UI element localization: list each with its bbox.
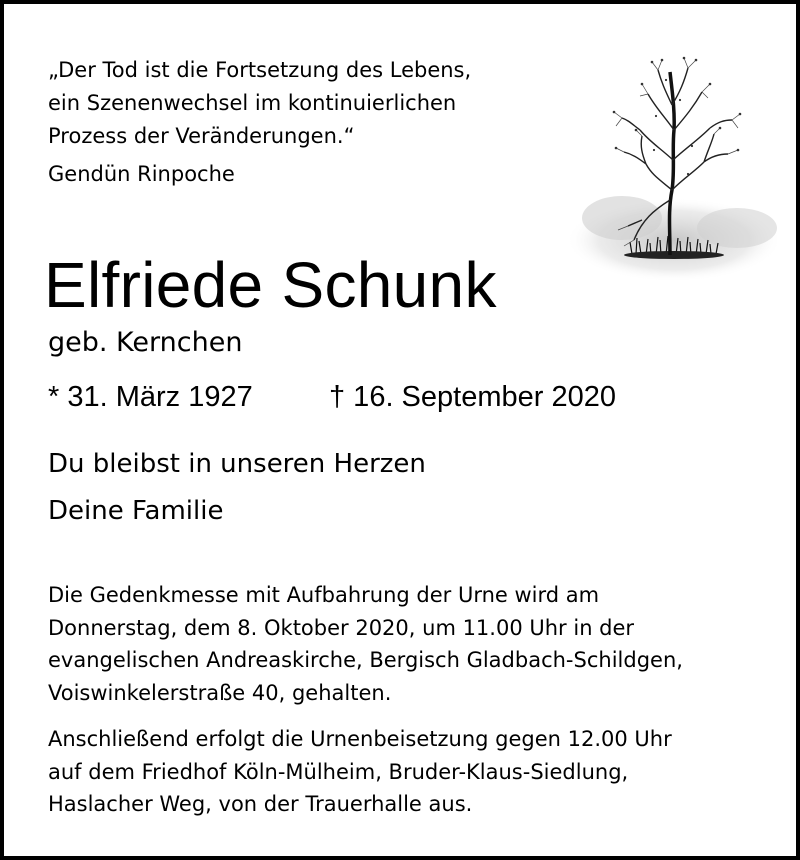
birth-date: * 31. März 1927 <box>48 381 253 413</box>
burial-paragraph <box>48 723 672 821</box>
burial-line: Haslacher Weg, von der Trauerhalle aus. <box>48 792 473 816</box>
service-line: evangelischen Andreaskirche, Bergisch Gladbach-Schildgen, <box>48 648 683 672</box>
quote-line: ein Szenenwechsel im kontinuierlichen <box>48 91 457 115</box>
burial-line: auf dem Friedhof Köln-Mülheim, Bruder-Klaus-Siedlung, <box>48 759 629 784</box>
quote-author: Gendün Rinpoche <box>48 162 235 186</box>
farewell-phrase: Du bleibst in unseren Herzen <box>48 449 426 479</box>
service-line: Donnerstag, dem 8. Oktober 2020, um 11.00 Uhr in der <box>48 615 635 640</box>
birth-name: geb. Kernchen <box>48 327 243 358</box>
family-signature: Deine Familie <box>48 496 224 526</box>
quote-line: „Der Tod ist die Fortsetzung des Lebens, <box>48 58 472 82</box>
tree-icon <box>562 50 784 290</box>
quote-line: Prozess der Veränderungen.“ <box>48 124 355 148</box>
quote <box>48 54 471 153</box>
burial-line: Anschließend erfolgt die Urnenbeisetzung gegen 12.00 Uhr <box>48 727 672 751</box>
service-line: Die Gedenkmesse mit Aufbahrung der Urne wird am <box>48 583 600 607</box>
deceased-name: Elfriede Schunk <box>44 249 497 321</box>
service-paragraph <box>48 579 683 709</box>
service-line: Voiswinkelerstraße 40, gehalten. <box>48 680 392 705</box>
death-date: † 16. September 2020 <box>329 381 616 413</box>
